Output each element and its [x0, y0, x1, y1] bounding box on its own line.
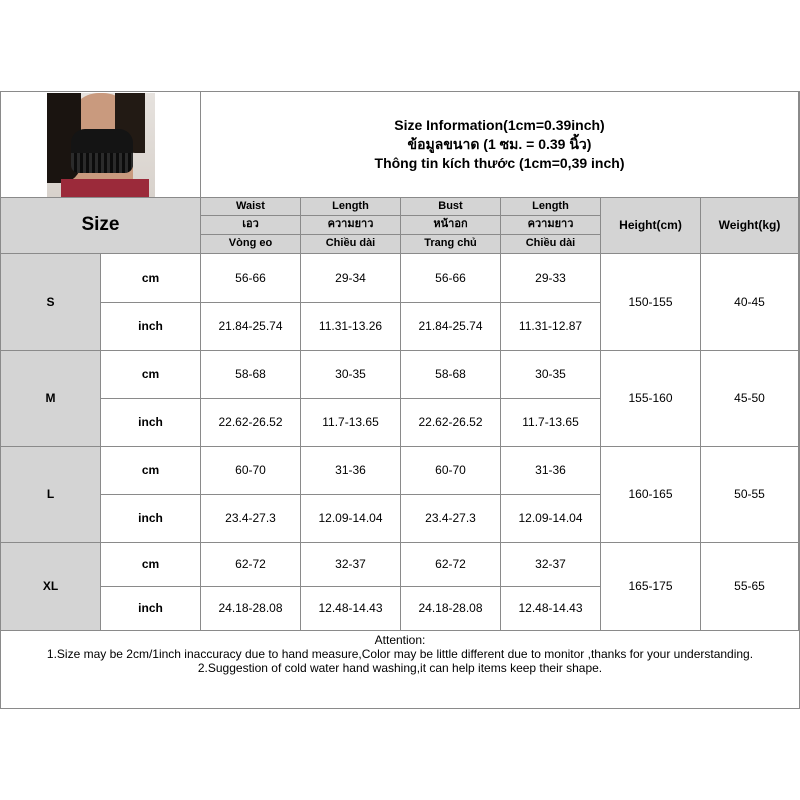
weight-range-cell: 50-55 — [701, 447, 799, 543]
measurement-cell: 11.7-13.65 — [501, 399, 601, 447]
height-range-cell: 155-160 — [601, 351, 701, 447]
measurement-cell: 21.84-25.74 — [201, 303, 301, 351]
measurement-cell: 12.48-14.43 — [301, 587, 401, 631]
column-header-4-en: Length — [501, 198, 601, 216]
measurement-cell: 23.4-27.3 — [201, 495, 301, 543]
size-info-vietnamese: Thông tin kích thước (1cm=0,39 inch) — [374, 155, 625, 171]
column-header-2-en: Length — [301, 198, 401, 216]
size-label-s: S — [1, 254, 101, 351]
product-photo — [47, 93, 155, 197]
measurement-cell: 12.09-14.04 — [301, 495, 401, 543]
unit-label-cm: cm — [101, 543, 201, 587]
attention-title: Attention: — [374, 633, 426, 647]
size-info-thai: ข้อมูลขนาด (1 ซม. = 0.39 นิ้ว) — [407, 136, 592, 152]
measurement-cell: 62-72 — [201, 543, 301, 587]
measurement-cell: 12.09-14.04 — [501, 495, 601, 543]
measurement-cell: 58-68 — [201, 351, 301, 399]
unit-label-cm: cm — [101, 351, 201, 399]
size-column-header: Size — [1, 198, 201, 254]
measurement-cell: 22.62-26.52 — [401, 399, 501, 447]
unit-label-inch: inch — [101, 495, 201, 543]
weight-range-cell: 55-65 — [701, 543, 799, 631]
height-range-cell: 165-175 — [601, 543, 701, 631]
attention-notes — [1, 631, 799, 708]
measurement-cell: 56-66 — [401, 254, 501, 303]
measurement-cell: 32-37 — [301, 543, 401, 587]
measurement-cell: 22.62-26.52 — [201, 399, 301, 447]
measurement-cell: 32-37 — [501, 543, 601, 587]
height-range-cell: 160-165 — [601, 447, 701, 543]
size-info-english: Size Information(1cm=0.39inch) — [394, 117, 605, 133]
measurement-cell: 60-70 — [201, 447, 301, 495]
measurement-cell: 56-66 — [201, 254, 301, 303]
column-header-2-th: ความยาว — [301, 216, 401, 235]
size-label-l: L — [1, 447, 101, 543]
unit-label-inch: inch — [101, 587, 201, 631]
measurement-cell: 29-33 — [501, 254, 601, 303]
measurement-cell: 11.31-13.26 — [301, 303, 401, 351]
column-header-3-vi: Trang chủ — [401, 235, 501, 254]
measurement-cell: 24.18-28.08 — [401, 587, 501, 631]
measurement-cell: 12.48-14.43 — [501, 587, 601, 631]
column-header-2-vi: Chiều dài — [301, 235, 401, 254]
column-header-4-vi: Chiều dài — [501, 235, 601, 254]
measurement-cell: 11.31-12.87 — [501, 303, 601, 351]
weight-column-header: Weight(kg) — [701, 198, 799, 254]
unit-label-inch: inch — [101, 303, 201, 351]
measurement-cell: 21.84-25.74 — [401, 303, 501, 351]
column-header-3-th: หน้าอก — [401, 216, 501, 235]
measurement-cell: 29-34 — [301, 254, 401, 303]
column-header-1-vi: Vòng eo — [201, 235, 301, 254]
column-header-4-th: ความยาว — [501, 216, 601, 235]
weight-range-cell: 45-50 — [701, 351, 799, 447]
measurement-cell: 31-36 — [501, 447, 601, 495]
column-header-3-en: Bust — [401, 198, 501, 216]
unit-label-cm: cm — [101, 254, 201, 303]
measurement-cell: 11.7-13.65 — [301, 399, 401, 447]
measurement-cell: 62-72 — [401, 543, 501, 587]
unit-label-inch: inch — [101, 399, 201, 447]
measurement-cell: 23.4-27.3 — [401, 495, 501, 543]
size-information-header — [201, 92, 799, 198]
column-header-1-th: เอว — [201, 216, 301, 235]
measurement-cell: 60-70 — [401, 447, 501, 495]
measurement-cell: 24.18-28.08 — [201, 587, 301, 631]
size-label-xl: XL — [1, 543, 101, 631]
measurement-cell: 58-68 — [401, 351, 501, 399]
height-column-header: Height(cm) — [601, 198, 701, 254]
measurement-cell: 31-36 — [301, 447, 401, 495]
attention-note-1: 1.Size may be 2cm/1inch inaccuracy due to hand measure,Color may be little different due to monitor ,thanks for your understanding. — [46, 647, 754, 661]
measurement-cell: 30-35 — [501, 351, 601, 399]
size-chart — [0, 91, 800, 709]
height-range-cell: 150-155 — [601, 254, 701, 351]
size-label-m: M — [1, 351, 101, 447]
product-photo-cell — [1, 92, 201, 198]
unit-label-cm: cm — [101, 447, 201, 495]
attention-note-2: 2.Suggestion of cold water hand washing,it can help items keep their shape. — [197, 661, 603, 675]
weight-range-cell: 40-45 — [701, 254, 799, 351]
column-header-1-en: Waist — [201, 198, 301, 216]
measurement-cell: 30-35 — [301, 351, 401, 399]
